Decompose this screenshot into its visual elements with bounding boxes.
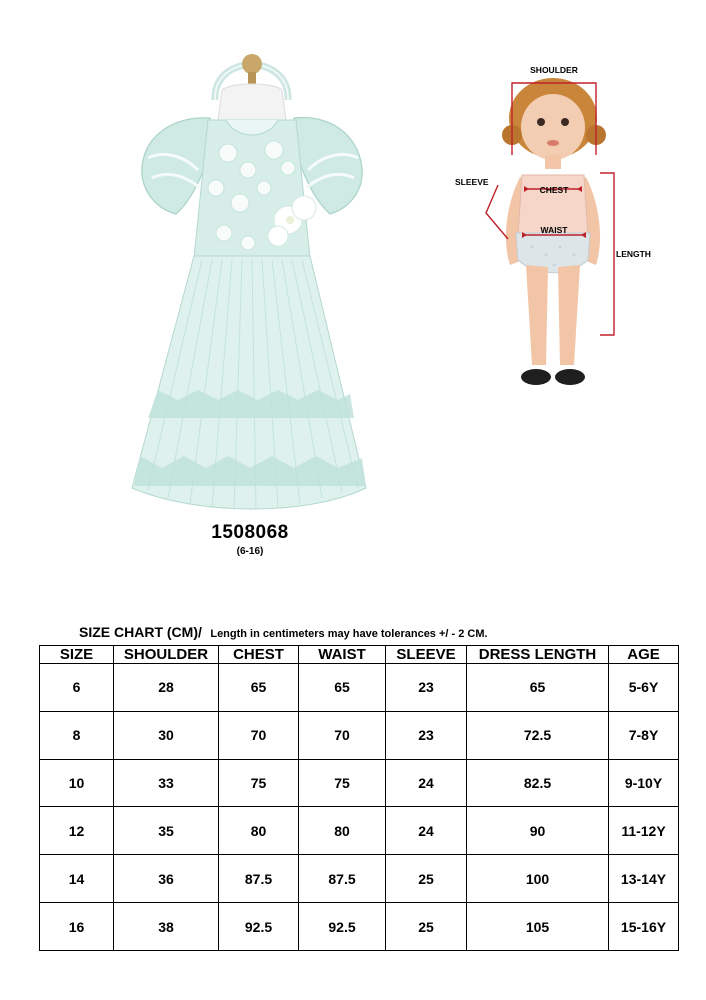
table-row	[40, 807, 679, 855]
size-chart-caption	[79, 624, 488, 642]
cell-sleeve: 24	[386, 807, 467, 855]
cell-shoulder: 38	[114, 903, 219, 951]
cell-dress-length: 82.5	[467, 759, 609, 807]
cell-shoulder: 33	[114, 759, 219, 807]
cell-dress-length: 90	[467, 807, 609, 855]
cell-sleeve: 25	[386, 855, 467, 903]
product-sku: 1508068	[211, 522, 289, 543]
cell-waist: 65	[299, 664, 386, 712]
chest-label: CHEST	[539, 185, 569, 195]
cell-waist: 70	[299, 711, 386, 759]
measurement-guide	[450, 55, 665, 400]
cell-sleeve: 25	[386, 903, 467, 951]
child-measure-illustration	[450, 55, 665, 400]
cell-shoulder: 36	[114, 855, 219, 903]
header-sleeve: SLEEVE	[386, 646, 467, 664]
table-row	[40, 664, 679, 712]
cell-waist: 80	[299, 807, 386, 855]
cell-age: 13-14Y	[609, 855, 679, 903]
cell-shoulder: 30	[114, 711, 219, 759]
cell-dress-length: 100	[467, 855, 609, 903]
header-dress-length: DRESS LENGTH	[467, 646, 609, 664]
cell-shoulder: 35	[114, 807, 219, 855]
cell-chest: 70	[219, 711, 299, 759]
cell-dress-length: 72.5	[467, 711, 609, 759]
shoulder-label: SHOULDER	[530, 65, 578, 75]
table-row	[40, 711, 679, 759]
sleeve-label: SLEEVE	[455, 177, 489, 187]
cell-age: 15-16Y	[609, 903, 679, 951]
cell-age: 5-6Y	[609, 664, 679, 712]
cell-chest: 65	[219, 664, 299, 712]
cell-age: 9-10Y	[609, 759, 679, 807]
cell-size: 6	[40, 664, 114, 712]
table-row	[40, 855, 679, 903]
cell-age: 11-12Y	[609, 807, 679, 855]
header-shoulder: SHOULDER	[114, 646, 219, 664]
cell-sleeve: 23	[386, 664, 467, 712]
length-label: LENGTH	[616, 249, 651, 259]
cell-sleeve: 23	[386, 711, 467, 759]
cell-size: 12	[40, 807, 114, 855]
cell-chest: 75	[219, 759, 299, 807]
dress-illustration	[118, 38, 383, 538]
header-size: SIZE	[40, 646, 114, 664]
cell-waist: 92.5	[299, 903, 386, 951]
dress-image	[118, 38, 383, 538]
cell-dress-length: 105	[467, 903, 609, 951]
cell-age: 7-8Y	[609, 711, 679, 759]
cell-size: 8	[40, 711, 114, 759]
size-chart-title: SIZE CHART (CM)/	[79, 624, 202, 640]
size-chart-note: Length in centimeters may have tolerances +/ - 2 CM.	[210, 628, 488, 640]
cell-size: 10	[40, 759, 114, 807]
product-size-range: (6-16)	[236, 546, 264, 557]
cell-shoulder: 28	[114, 664, 219, 712]
cell-waist: 87.5	[299, 855, 386, 903]
header-age: AGE	[609, 646, 679, 664]
cell-size: 16	[40, 903, 114, 951]
table-row	[40, 903, 679, 951]
size-chart-table	[39, 645, 679, 951]
header-waist: WAIST	[299, 646, 386, 664]
table-row	[40, 759, 679, 807]
cell-chest: 92.5	[219, 903, 299, 951]
cell-chest: 87.5	[219, 855, 299, 903]
cell-dress-length: 65	[467, 664, 609, 712]
cell-waist: 75	[299, 759, 386, 807]
waist-label: WAIST	[540, 225, 568, 235]
cell-size: 14	[40, 855, 114, 903]
table-header-row	[40, 646, 679, 664]
cell-chest: 80	[219, 807, 299, 855]
cell-sleeve: 24	[386, 759, 467, 807]
header-chest: CHEST	[219, 646, 299, 664]
